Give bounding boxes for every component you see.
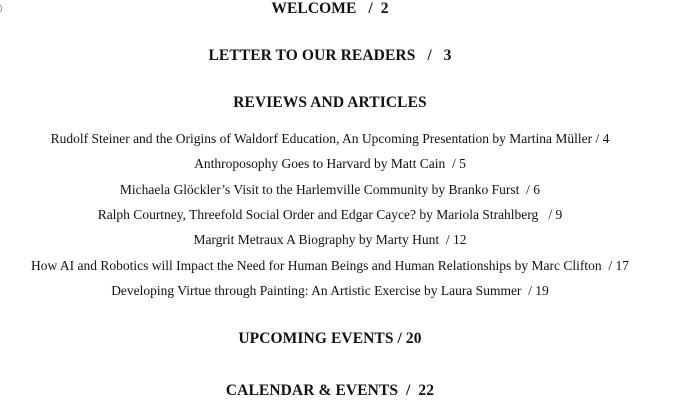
article-entry[interactable]: Michaela Glöckler’s Visit to the Harlemville Community by Branko Furst / 6 <box>119 182 541 197</box>
article-entry[interactable]: How AI and Robotics will Impact the Need for Human Beings and Human Relationships by Marc Clifton / 17 <box>30 258 630 273</box>
article-entry[interactable]: Developing Virtue through Painting: An Artistic Exercise by Laura Summer / 19 <box>111 283 549 298</box>
calendar-events-heading[interactable]: CALENDAR & EVENTS / 22 <box>225 382 435 399</box>
welcome-heading[interactable]: WELCOME / 2 <box>271 0 389 17</box>
reviews-heading: REVIEWS AND ARTICLES <box>233 94 427 111</box>
article-entry[interactable]: Ralph Courtney, Threefold Social Order and Edgar Cayce? by Mariola Strahlberg / 9 <box>97 207 563 222</box>
upcoming-events-heading[interactable]: UPCOMING EVENTS / 20 <box>238 330 422 347</box>
article-entry[interactable]: Margrit Metraux A Biography by Marty Hunt / 12 <box>193 232 467 247</box>
article-entry[interactable]: Anthroposophy Goes to Harvard by Matt Cain / 5 <box>194 156 466 171</box>
article-entry[interactable]: Rudolf Steiner and the Origins of Waldorf Education, An Upcoming Presentation by Martina Müller / 4 <box>50 131 610 146</box>
letter-heading[interactable]: LETTER TO OUR READERS / 3 <box>208 47 452 64</box>
